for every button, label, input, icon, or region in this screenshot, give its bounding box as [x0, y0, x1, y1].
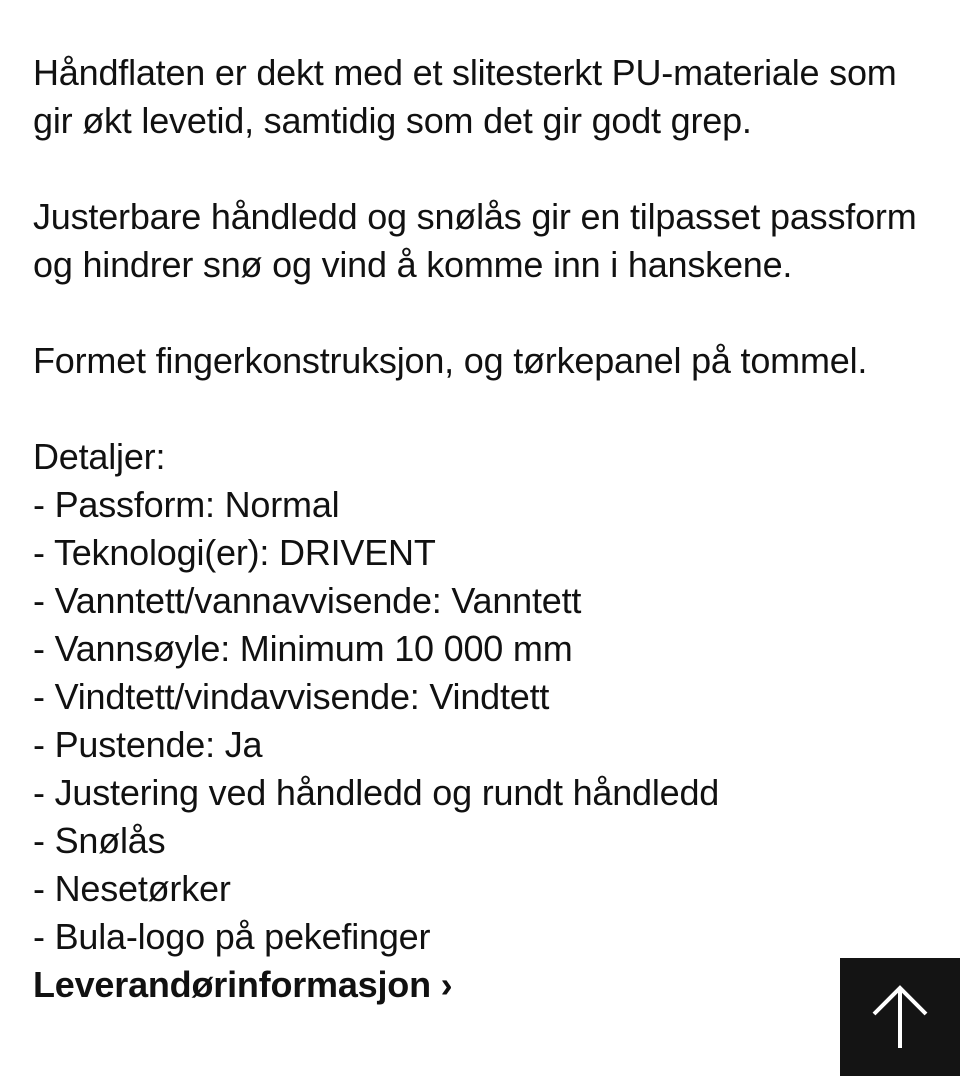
- description-paragraph: Formet fingerkonstruksjon, og tørkepanel på tommel.: [33, 340, 868, 381]
- details-item: - Bula-logo på pekefinger: [33, 916, 431, 957]
- details-item: - Snølås: [33, 820, 166, 861]
- details-item: - Justering ved håndledd og rundt håndledd: [33, 772, 720, 813]
- description-paragraph: Justerbare håndledd og snølås gir en tilpasset passform og hindrer snø og vind å komme inn i hanskene.: [33, 196, 917, 285]
- details-item: - Vindtett/vindavvisende: Vindtett: [33, 676, 550, 717]
- supplier-info-link[interactable]: Leverandørinformasjon ›: [33, 964, 453, 1005]
- details-item: - Pustende: Ja: [33, 724, 263, 765]
- description-paragraph: Håndflaten er dekt med et slitesterkt PU-materiale som gir økt levetid, samtidig som det gir godt grep.: [33, 52, 897, 141]
- details-heading: Detaljer:: [33, 436, 166, 477]
- scroll-to-top-button[interactable]: [840, 958, 960, 1076]
- details-item: - Nesetørker: [33, 868, 231, 909]
- details-list: [33, 481, 933, 961]
- arrow-up-icon: [870, 982, 930, 1052]
- details-item: - Passform: Normal: [33, 484, 340, 525]
- product-description: [33, 49, 933, 1009]
- details-item: - Vannsøyle: Minimum 10 000 mm: [33, 628, 573, 669]
- details-item: - Teknologi(er): DRIVENT: [33, 532, 436, 573]
- details-item: - Vanntett/vannavvisende: Vanntett: [33, 580, 582, 621]
